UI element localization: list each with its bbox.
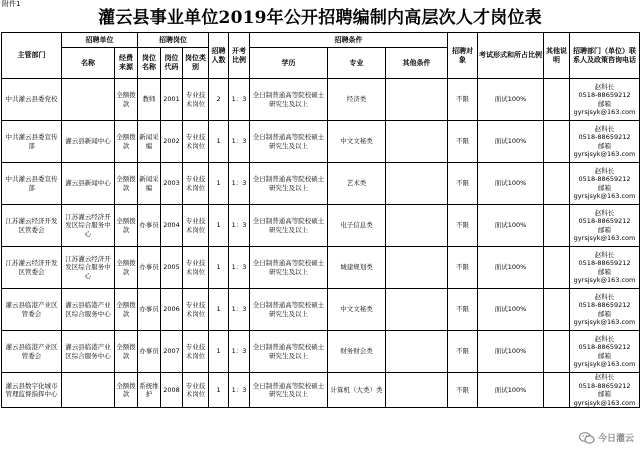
cell-post-name: 新闻采编 xyxy=(138,163,161,205)
cell-education: 全日制普通高等院校硕士研究生及以上 xyxy=(250,205,328,247)
cell-education: 全日制普通高等院校硕士研究生及以上 xyxy=(250,247,328,289)
cell-unit-name: 灌云县新闻中心 xyxy=(62,163,115,205)
contact-line: gyrsjsyk@163.com xyxy=(573,360,636,368)
contact-line: 邮箱 xyxy=(598,309,612,318)
cell-competent: 江苏灌云经济开发区管委会 xyxy=(2,205,62,247)
contact-line: 邮箱 xyxy=(598,141,612,150)
header-row-top xyxy=(2,33,640,48)
cell-count: 2 xyxy=(209,79,229,121)
cell-post-type: 专业技术岗位 xyxy=(183,79,209,121)
cell-major: 城建规划类 xyxy=(328,247,386,289)
cell-ratio: 1：3 xyxy=(229,79,250,121)
cell-contact xyxy=(570,289,640,331)
cell-ratio: 1：3 xyxy=(229,163,250,205)
header-post-type: 岗位类别 xyxy=(183,48,209,79)
cell-other xyxy=(386,79,448,121)
contact-line: gyrsjsyk@163.com xyxy=(573,150,636,158)
cell-exam: 面试100% xyxy=(478,205,544,247)
contact-line: 赵科长 xyxy=(594,250,615,259)
cell-education: 全日制普通高等院校硕士研究生及以上 xyxy=(250,289,328,331)
cell-unit-name xyxy=(62,79,115,121)
cell-other xyxy=(386,289,448,331)
cell-post-code: 2004 xyxy=(161,205,183,247)
contact-line: 0518-88659212 xyxy=(578,381,631,390)
cell-post-name: 办事员 xyxy=(138,247,161,289)
cell-contact xyxy=(570,79,640,121)
table-row xyxy=(2,205,640,247)
cell-post-name: 办事员 xyxy=(138,289,161,331)
cell-competent: 江苏灌云经济开发区管委会 xyxy=(2,247,62,289)
cell-post-type: 专业技术岗位 xyxy=(183,205,209,247)
header-major: 专业 xyxy=(328,48,386,79)
cell-post-type: 专业技术岗位 xyxy=(183,121,209,163)
cell-notes xyxy=(544,373,570,408)
attachment-label: 附件1 xyxy=(2,0,21,8)
cell-funding: 全额拨款 xyxy=(115,289,138,331)
table-row xyxy=(2,331,640,373)
cell-notes xyxy=(544,247,570,289)
cell-unit-name: 灌云县临港产业区综合服务中心 xyxy=(62,289,115,331)
contact-line: 0518-88659212 xyxy=(578,343,631,351)
cell-competent: 灌云县临港产业区管委会 xyxy=(2,331,62,373)
header-post-code: 岗位代码 xyxy=(161,48,183,79)
cell-notes xyxy=(544,205,570,247)
header-education: 学历 xyxy=(250,48,328,79)
header-funding: 经费来源 xyxy=(115,48,138,79)
cell-post-code: 2007 xyxy=(161,331,183,373)
watermark-text: 今日灌云 xyxy=(597,434,634,444)
cell-post-name: 办事员 xyxy=(138,331,161,373)
cell-post-code: 2001 xyxy=(161,79,183,121)
contact-line: gyrsjsyk@163.com xyxy=(573,192,636,200)
contact-line: 赵科长 xyxy=(594,334,615,343)
cell-funding: 全额拨款 xyxy=(115,163,138,205)
cell-target: 不限 xyxy=(448,247,478,289)
cell-exam: 面试100% xyxy=(478,289,544,331)
header-recruit-unit: 招聘单位 xyxy=(62,33,138,48)
cell-post-type: 专业技术岗位 xyxy=(183,373,209,408)
cell-competent: 中共灌云县委宣传部 xyxy=(2,121,62,163)
header-other: 其他条件 xyxy=(386,48,448,79)
header-competent: 主管部门 xyxy=(2,33,62,79)
cell-funding: 全额拨款 xyxy=(115,121,138,163)
cell-count: 1 xyxy=(209,289,229,331)
table-row xyxy=(2,289,640,331)
cell-other xyxy=(386,205,448,247)
header-unit-name: 名称 xyxy=(62,48,115,79)
cell-post-type: 专业技术岗位 xyxy=(183,163,209,205)
contact-line: 邮箱 xyxy=(598,267,612,276)
cell-post-type: 专业技术岗位 xyxy=(183,289,209,331)
cell-education: 全日制普通高等院校硕士研究生及以上 xyxy=(250,373,328,408)
cell-major: 财务财会类 xyxy=(328,331,386,373)
cell-competent: 灌云县数字化城市管理监督指挥中心 xyxy=(2,373,62,408)
header-target: 招聘对象 xyxy=(448,33,478,79)
contact-line: 0518-88659212 xyxy=(578,91,631,99)
cell-target: 不限 xyxy=(448,79,478,121)
cell-count: 1 xyxy=(209,205,229,247)
cell-other xyxy=(386,163,448,205)
cell-funding: 全额拨款 xyxy=(115,331,138,373)
cell-post-name: 办事员 xyxy=(138,205,161,247)
table-row xyxy=(2,163,640,205)
cell-major: 中文文秘类 xyxy=(328,289,386,331)
cell-competent: 灌云县临港产业区管委会 xyxy=(2,289,62,331)
cell-notes xyxy=(544,121,570,163)
cell-exam: 面试100% xyxy=(478,79,544,121)
contact-line: 邮箱 xyxy=(598,351,612,360)
contact-line: 赵科长 xyxy=(594,292,615,301)
cell-notes xyxy=(544,79,570,121)
cell-unit-name: 江苏灌云经济开发区综合服务中心 xyxy=(62,205,115,247)
cell-contact xyxy=(570,121,640,163)
cell-notes xyxy=(544,331,570,373)
cell-funding: 全额拨款 xyxy=(115,373,138,408)
cell-post-name: 教师 xyxy=(138,79,161,121)
cell-competent: 中共灌云县委党校 xyxy=(2,79,62,121)
cell-contact xyxy=(570,163,640,205)
contact-line: gyrsjsyk@163.com xyxy=(573,234,636,242)
contact-line: 赵科长 xyxy=(594,124,615,133)
cell-post-name: 系统维护 xyxy=(138,373,161,408)
cell-education: 全日制普通高等院校硕士研究生及以上 xyxy=(250,79,328,121)
cell-ratio: 1：3 xyxy=(229,289,250,331)
table-row xyxy=(2,373,640,408)
table-row xyxy=(2,247,640,289)
cell-count: 1 xyxy=(209,163,229,205)
cell-count: 1 xyxy=(209,247,229,289)
contact-line: 0518-88659212 xyxy=(578,217,631,225)
cell-contact xyxy=(570,205,640,247)
cell-target: 不限 xyxy=(448,163,478,205)
header-contact: 招聘部门（单位）联系人及政策咨询电话 xyxy=(570,33,640,79)
cell-post-code: 2008 xyxy=(161,373,183,408)
cell-education: 全日制普通高等院校硕士研究生及以上 xyxy=(250,163,328,205)
cell-ratio: 1：3 xyxy=(229,331,250,373)
contact-line: 赵科长 xyxy=(594,166,615,175)
cell-exam: 面试100% xyxy=(478,247,544,289)
cell-unit-name xyxy=(62,373,115,408)
header-ratio: 开考比例 xyxy=(229,33,250,79)
cell-other xyxy=(386,373,448,408)
recruitment-table xyxy=(1,32,640,408)
cell-exam: 面试100% xyxy=(478,331,544,373)
cell-major: 计算机（大类）类 xyxy=(328,373,386,408)
cell-post-type: 专业技术岗位 xyxy=(183,331,209,373)
cell-post-code: 2002 xyxy=(161,121,183,163)
contact-line: gyrsjsyk@163.com xyxy=(573,398,636,407)
cell-contact xyxy=(570,373,640,408)
cell-notes xyxy=(544,163,570,205)
cell-education: 全日制普通高等院校硕士研究生及以上 xyxy=(250,331,328,373)
header-notes: 其他说明 xyxy=(544,33,570,79)
contact-line: 邮箱 xyxy=(598,390,612,398)
cell-competent: 中共灌云县委宣传部 xyxy=(2,163,62,205)
header-post-name: 岗位名称 xyxy=(138,48,161,79)
contact-line: 0518-88659212 xyxy=(578,133,631,141)
contact-line: gyrsjsyk@163.com xyxy=(573,108,636,116)
cell-funding: 全额拨款 xyxy=(115,247,138,289)
contact-line: 赵科长 xyxy=(594,373,615,381)
cell-target: 不限 xyxy=(448,205,478,247)
cell-funding: 全额拨款 xyxy=(115,205,138,247)
cell-other xyxy=(386,247,448,289)
cell-ratio: 1：3 xyxy=(229,247,250,289)
cell-exam: 面试100% xyxy=(478,121,544,163)
contact-line: 0518-88659212 xyxy=(578,259,631,267)
cell-target: 不限 xyxy=(448,331,478,373)
cell-exam: 面试100% xyxy=(478,373,544,408)
cell-post-code: 2003 xyxy=(161,163,183,205)
cell-count: 1 xyxy=(209,121,229,163)
cell-post-code: 2005 xyxy=(161,247,183,289)
cell-other xyxy=(386,331,448,373)
cell-major: 艺术类 xyxy=(328,163,386,205)
wechat-watermark-icon xyxy=(579,432,595,444)
cell-target: 不限 xyxy=(448,289,478,331)
cell-ratio: 1：3 xyxy=(229,121,250,163)
cell-exam: 面试100% xyxy=(478,163,544,205)
cell-funding: 全额拨款 xyxy=(115,79,138,121)
cell-target: 不限 xyxy=(448,121,478,163)
cell-count: 1 xyxy=(209,331,229,373)
cell-major: 经济类 xyxy=(328,79,386,121)
header-post: 招聘岗位 xyxy=(138,33,209,48)
cell-major: 电子信息类 xyxy=(328,205,386,247)
contact-line: 邮箱 xyxy=(598,225,612,234)
cell-other xyxy=(386,121,448,163)
header-exam: 考试形式和所占比例 xyxy=(478,33,544,79)
cell-unit-name: 灌云县新闻中心 xyxy=(62,121,115,163)
cell-count: 1 xyxy=(209,373,229,408)
cell-post-code: 2006 xyxy=(161,289,183,331)
cell-notes xyxy=(544,289,570,331)
contact-line: gyrsjsyk@163.com xyxy=(573,276,636,284)
header-count: 招聘人数 xyxy=(209,33,229,79)
table-body xyxy=(2,79,640,408)
cell-ratio: 1：3 xyxy=(229,205,250,247)
cell-contact xyxy=(570,247,640,289)
contact-line: 邮箱 xyxy=(598,183,612,192)
contact-line: 赵科长 xyxy=(594,208,615,217)
cell-post-type: 专业技术岗位 xyxy=(183,247,209,289)
watermark xyxy=(579,431,634,444)
contact-line: 0518-88659212 xyxy=(578,301,631,309)
cell-target: 不限 xyxy=(448,373,478,408)
header-conditions: 招聘条件 xyxy=(250,33,448,48)
cell-unit-name: 灌云县临港产业区综合服务中心 xyxy=(62,331,115,373)
contact-line: 赵科长 xyxy=(594,82,615,91)
cell-post-name: 新闻采编 xyxy=(138,121,161,163)
page-title: 灌云县事业单位2019年公开招聘编制内高层次人才岗位表 xyxy=(98,8,542,28)
contact-line: 0518-88659212 xyxy=(578,175,631,183)
cell-education: 全日制普通高等院校硕士研究生及以上 xyxy=(250,121,328,163)
cell-major: 中文文秘类 xyxy=(328,121,386,163)
table-row xyxy=(2,79,640,121)
table-row xyxy=(2,121,640,163)
cell-contact xyxy=(570,331,640,373)
contact-line: gyrsjsyk@163.com xyxy=(573,318,636,326)
cell-ratio: 1：3 xyxy=(229,373,250,408)
cell-unit-name: 江苏灌云经济开发区综合服务中心 xyxy=(62,247,115,289)
contact-line: 邮箱 xyxy=(598,99,612,108)
